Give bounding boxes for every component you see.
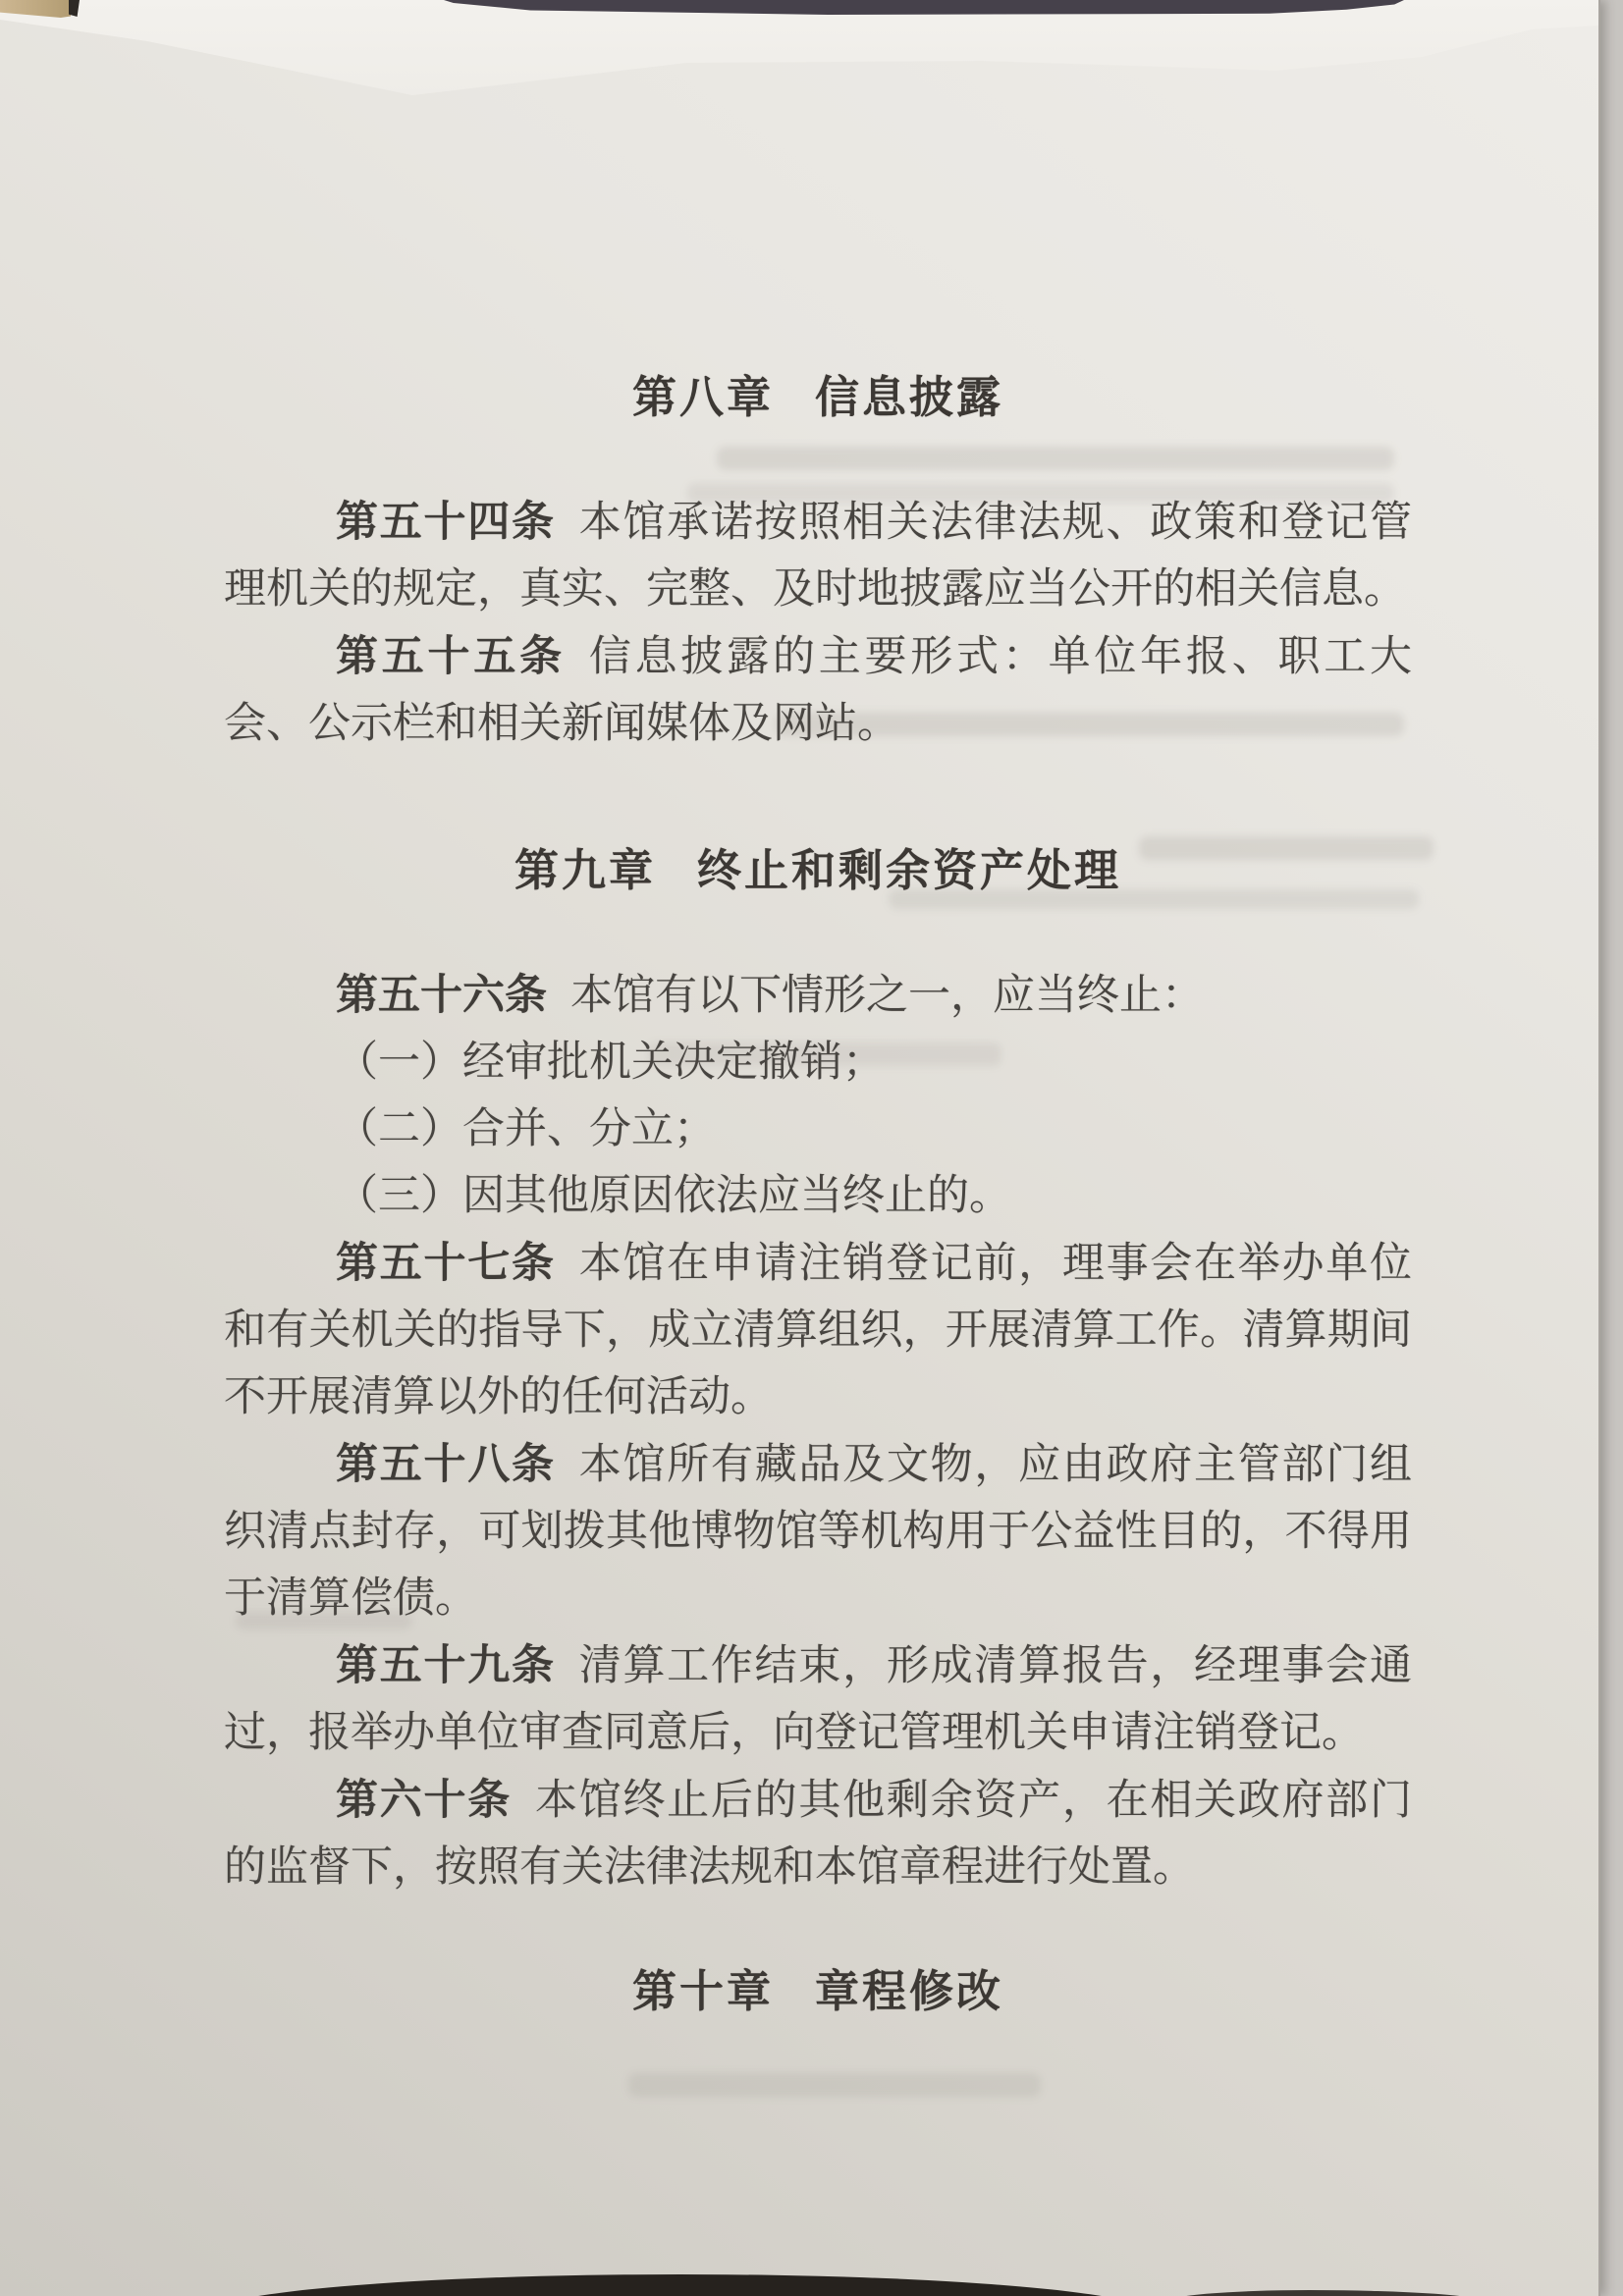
article-58-number: 第五十八条 <box>336 1441 556 1488</box>
clause-item-1 <box>224 1030 1412 1096</box>
article-59 <box>224 1632 1412 1767</box>
article-54 <box>224 489 1412 623</box>
clause-item-2 <box>224 1096 1412 1163</box>
article-55 <box>224 623 1412 758</box>
article-56-number: 第五十六条 <box>336 972 547 1019</box>
article-57-number: 第五十七条 <box>336 1240 556 1287</box>
chapter-8-number: 第八章 <box>631 372 774 422</box>
chapter-8-heading <box>224 368 1412 427</box>
chapter-10-number: 第十章 <box>631 1966 774 2016</box>
clause-item-3 <box>224 1163 1412 1230</box>
chapter-9-title: 终止和剩余资产处理 <box>697 845 1122 895</box>
article-60 <box>224 1767 1412 1901</box>
article-55-text: 信息披露的主要形式：单位年报、职工大会、公示栏和相关新闻媒体及网站。 <box>224 634 1413 747</box>
article-54-text: 本馆承诺按照相关法律法规、政策和登记管理机关的规定，真实、完整、及时地披露应当公开的相关信息。 <box>224 500 1413 613</box>
article-54-number: 第五十四条 <box>336 499 556 546</box>
chapter-10-heading <box>224 1962 1412 2021</box>
clause-item-1-text: （一）经审批机关决定撤销； <box>336 1040 885 1086</box>
chapter-8-title: 信息披露 <box>815 372 1004 422</box>
article-60-text: 本馆终止后的其他剩余资产，在相关政府部门的监督下，按照有关法律法规和本馆章程进行处置。 <box>224 1778 1413 1891</box>
article-59-text: 清算工作结束，形成清算报告，经理事会通过，报举办单位审查同意后，向登记管理机关申请注销登记。 <box>224 1643 1413 1756</box>
article-58-text: 本馆所有藏品及文物，应由政府主管部门组织清点封存，可划拨其他博物馆等机构用于公益性目的，不得用于清算偿债。 <box>224 1442 1413 1622</box>
article-55-number: 第五十五条 <box>336 633 566 680</box>
chapter-9-number: 第九章 <box>514 845 656 895</box>
clause-item-3-text: （三）因其他原因依法应当终止的。 <box>336 1173 1011 1219</box>
clause-item-2-text: （二）合并、分立； <box>336 1106 716 1152</box>
article-57 <box>224 1230 1412 1431</box>
chapter-9-heading <box>224 841 1412 900</box>
bleedthrough-smudge <box>628 2073 1041 2097</box>
article-57-text: 本馆在申请注销登记前，理事会在举办单位和有关机关的指导下，成立清算组织，开展清算工作。清算期间不开展清算以外的任何活动。 <box>224 1241 1413 1420</box>
article-59-number: 第五十九条 <box>336 1642 556 1689</box>
page-content <box>224 0 1412 2021</box>
article-56-text: 本馆有以下情形之一，应当终止： <box>570 973 1204 1019</box>
chapter-10-title: 章程修改 <box>815 1966 1004 2016</box>
article-60-number: 第六十条 <box>336 1777 512 1824</box>
article-58 <box>224 1431 1412 1632</box>
article-56 <box>224 962 1412 1030</box>
